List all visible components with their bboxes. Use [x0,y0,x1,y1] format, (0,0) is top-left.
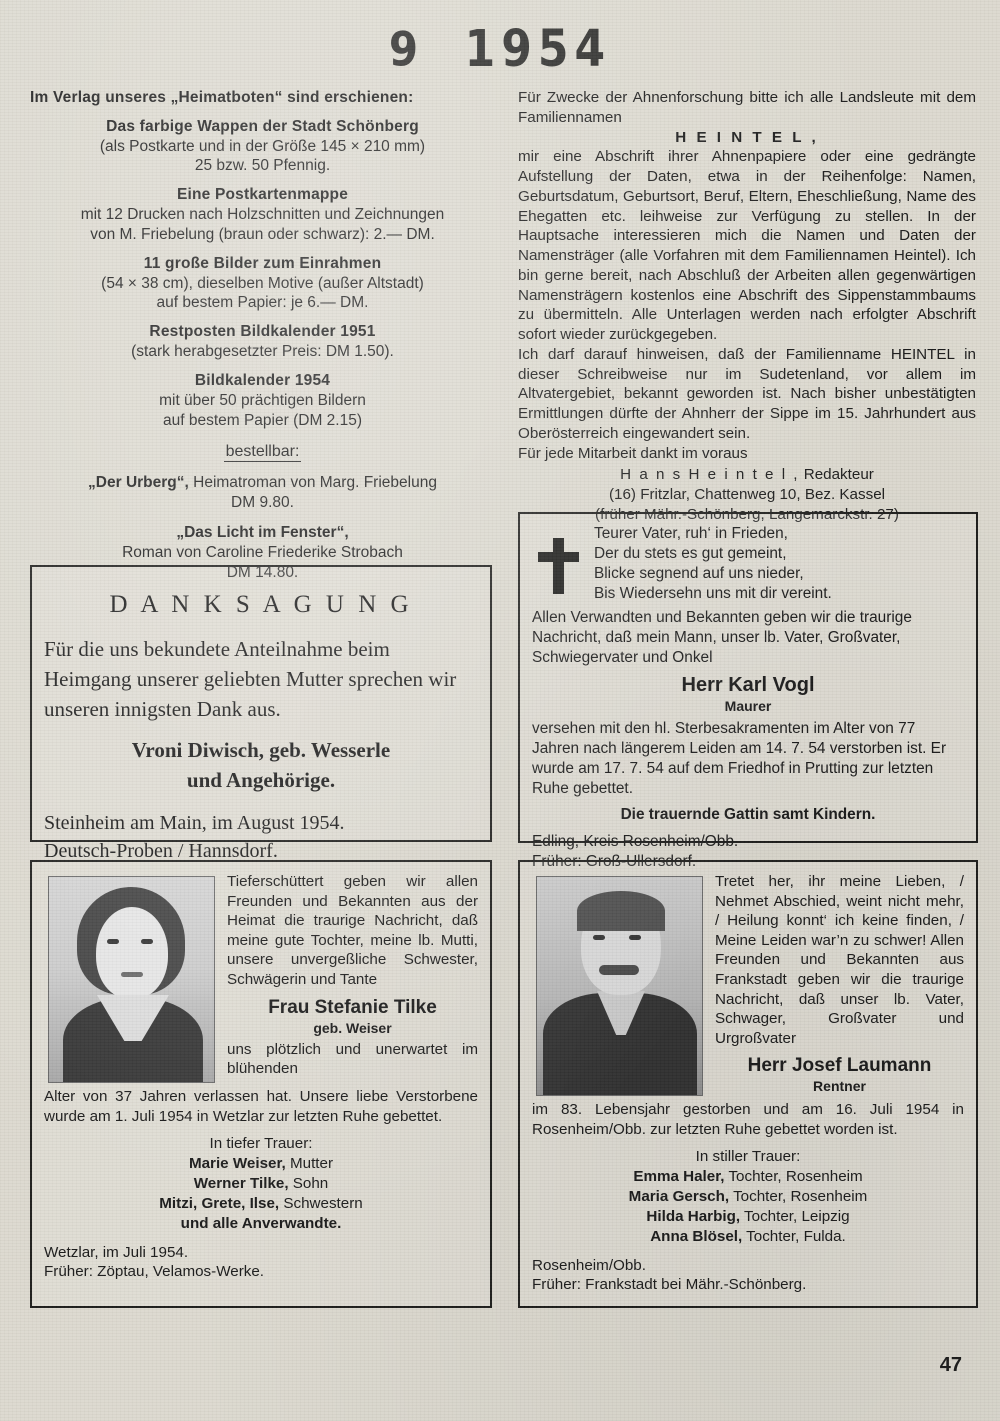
mourner-name: Hilda Harbig, [646,1208,741,1226]
issue-number: 9 [388,22,421,77]
genealogy-para-1a: Für Zwecke der Ahnenforschung bitte ich alle Landsleute mit dem Familiennamen [518,89,976,126]
obituary-place-1: Rosenheim/Obb. [532,1256,646,1274]
ad-line: von M. Friebelung (braun oder schwarz): 2.— DM. [90,225,435,243]
mourner-entry [44,1194,478,1214]
book-subtitle: Heimatroman von Marg. Friebelung [188,473,437,491]
mourner-entry [44,1174,478,1194]
mourners-list [532,1147,964,1247]
obituary-maiden-name: geb. Weiser [313,1019,392,1036]
ad-title: 11 große Bilder zum Einrahmen [143,254,382,272]
ad-item [30,185,495,244]
book-author: Roman von Caroline Friederike Strobach [122,544,403,562]
obituary-name: Herr Karl Vogl [681,674,815,697]
order-label-text: bestellbar: [225,443,300,461]
ad-title: Das farbige Wappen der Stadt Schönberg [106,117,419,135]
genealogy-column [518,88,976,525]
obituary-intro: Tieferschüttert geben wir allen Freunden und Bekannten aus der Heimat die traurige Nachricht, daß meine gute Tochter, meine lb. Mutti, unsere unvergeßliche Schwester, Schwägerin und Tante [227,873,478,989]
mourner-relation: Tochter, Rosenheim [724,1168,863,1186]
obituary-place-2: Früher: Frankstadt bei Mähr.-Schönberg. [532,1276,807,1294]
publisher-ads-column [30,88,495,584]
obituary-tilke-inner [32,862,490,1292]
signature-address-2: (früher Mähr.-Schönberg, Langemarckstr. 27) [595,505,899,523]
obituary-name: Herr Josef Laumann [747,1055,932,1077]
ad-line: (als Postkarte und in der Größe 145 × 210 mm) [99,137,426,155]
ad-item [30,117,495,176]
mourner-entry [532,1207,964,1227]
danksagung-footer [44,809,478,865]
ad-title: Eine Postkartenmappe [176,186,349,204]
obituary-verse [594,524,832,604]
obituary-name: Frau Stefanie Tilke [268,996,437,1018]
book-title: „Der Urberg“, [88,473,189,491]
obituary-body-wrap: uns plötzlich und unerwartet im blühenden [227,1040,478,1078]
book-price: DM 9.80. [231,494,294,512]
book-price: DM 14.80. [226,564,299,582]
mourner-relation: Mutter [285,1155,334,1173]
genealogy-notice [518,88,976,525]
danksagung-notice [30,565,492,863]
verse-line: Teurer Vater, ruh‘ in Frieden, [594,525,788,542]
ad-item [30,322,495,362]
mourner-name: Mitzi, Grete, Ilse, [159,1195,280,1213]
verse-line: Blicke segnend auf uns nieder, [594,565,804,583]
order-label [30,442,495,462]
obituary-intro: Allen Verwandten und Bekannten geben wir die traurige Nachricht, daß mein Mann, unser lb. Vater, Großvater, Schwiegervater und Onkel [532,609,912,667]
masthead [0,20,1000,79]
ad-title: Restposten Bildkalender 1951 [149,323,376,341]
obituary-laumann-inner [520,862,976,1305]
danksagung-name-1: Vroni Diwisch, geb. Wesserle [131,738,391,763]
signature-role: Redakteur [799,466,874,484]
danksagung-place-2: Deutsch-Proben / Hannsdorf. [44,840,278,863]
danksagung-body: Für die uns bekundete Anteilnahme beim Heimgang unserer geliebten Mutter sprechen wir unseren innigsten Dank aus. [44,637,457,721]
obituary-place-1: Wetzlar, im Juli 1954. [44,1243,189,1261]
danksagung-place-1: Steinheim am Main, im August 1954. [44,812,345,835]
book-entry [30,473,495,513]
danksagung-title: D A N K S A G U N G [109,591,413,618]
obituary-body: Alter von 37 Jahren verlassen hat. Unsere liebe Verstorbene wurde am 1. Juli 1954 in Wetzlar zur letzten Ruhe gebettet. [44,1088,478,1125]
ad-title: Bildkalender 1954 [194,371,331,389]
obituary-body: im 83. Lebensjahr gestorben und am 16. Juli 1954 in Rosenheim/Obb. zur letzten Ruhe gebettet worden ist. [532,1101,964,1138]
genealogy-family-name: H E I N T E L , [675,128,819,146]
obituary-vogl [518,512,978,871]
obituary-laumann [518,860,978,1308]
portrait-photo-tilke [48,876,215,1083]
obituary-closing: Die trauernde Gattin samt Kindern. [620,806,876,824]
obituary-intro: Tretet her, ihr meine Lieben, / Nehmet Abschied, weint nicht mehr, / Heilung konnt‘ ich keine finden, / Meine Leiden war’n zu schwer! Allen Freunden und Bekannten aus Frankstadt geben wir die traurige Nachricht, daß unser lb. Vater, Schwager, Großvater und Urgroßvater [715,873,964,1047]
genealogy-para-2: Ich darf darauf hinweisen, daß der Familienname HEINTEL in dieser Schreibweise nur im Sudetenland, vor allem im Altvatergebiet, bekannt geworden ist. Nach bisher unbestätigten Ermittlungen dürfte der Ahnherr der Sippe im 15. Jahrhundert aus Oberösterreich eingewandert sein. [518,345,976,442]
mourner-name: Marie Weiser, [188,1155,286,1173]
mourner-relation: Tochter, Rosenheim [729,1188,868,1206]
mourner-name: Werner Tilke, [193,1175,289,1193]
ad-line: auf bestem Papier: je 6.— DM. [156,294,369,312]
obituary-body: versehen mit den hl. Sterbesakramenten im Alter von 77 Jahren nach längerem Leiden am 14. 7. 54 verstorben ist. Er wurde am 17. 7. 54 auf dem Friedhof in Prutting zur letzten Ruhe gebettet. [532,720,947,798]
genealogy-para-1b: mir eine Abschrift ihrer Ahnenpapiere oder eine gedrängte Aufstellung der Daten, etwa in der Reihenfolge: Namen, Geburtsdatum, Geburtsort, Beruf, Eltern, Eheschließung, Name des Ehegatten etc. leihweise zur Verfügung zu stellen. In der Hauptsache interessieren mich die Namen und Daten der Namensträger (alle Vorfahren mit dem Familiennamen Heintel). Ich bin gerne bereit, nach Abschluß der Arbeiten allen gegenwärtigen Namensträgern kostenlos eine Abschrift des Sippenstammbaums zu übermitteln. Alle Unterlagen werden nach erfolgter Abschrift sofort wieder zurückgegeben. [518,148,976,343]
mourners-header: In tiefer Trauer: [209,1135,313,1153]
mourner-entry [532,1227,964,1247]
page-number: 47 [939,1354,962,1376]
cross-icon [532,538,584,604]
ads-intro: Im Verlag unseres „Heimatboten“ sind erschienen: [30,89,414,106]
verse-line: Bis Wiedersehn uns mit dir vereint. [594,585,832,603]
obituary-place-1: Edling, Kreis Rosenheim/Obb. [532,833,739,851]
signature-address-1: (16) Fritzlar, Chattenweg 10, Bez. Kassel [608,486,886,503]
mourner-name: Maria Gersch, [628,1188,730,1206]
obituary-place-2: Früher: Zöptau, Velamos-Werke. [44,1263,265,1281]
mourner-name: Anna Blösel, [650,1228,743,1246]
ad-line: 25 bzw. 50 Pfennig. [194,157,331,175]
mourners-list [44,1134,478,1234]
ad-line: mit über 50 prächtigen Bildern [159,391,366,409]
obituary-vogl-inner [520,514,976,882]
portrait-photo-laumann [536,876,703,1096]
mourner-entry [532,1167,964,1187]
obituary-tilke [30,860,492,1308]
obituary-vogl-header [532,524,964,604]
danksagung-inner [32,567,490,875]
ad-list [30,88,495,584]
mourner-entry [532,1187,964,1207]
ad-item [30,371,495,430]
mourner-relation: Sohn [288,1175,329,1193]
mourner-relation: Tochter, Leipzig [740,1208,850,1226]
genealogy-para-3: Für jede Mitarbeit dankt im voraus [518,444,748,462]
danksagung-name-2: und Angehörige. [186,767,336,792]
obituary-place [44,1243,478,1283]
mourner-relation: Schwestern [279,1195,363,1213]
issue-year: 1954 [464,20,612,79]
ad-line: (54 × 38 cm), dieselben Motive (außer Altstadt) [101,274,424,292]
ad-line: (stark herabgesetzter Preis: DM 1.50). [131,343,394,361]
mourners-header: In stiller Trauer: [695,1148,801,1166]
obituary-place-2: Früher: Groß-Ullersdorf. [532,853,697,871]
danksagung-signatory [44,736,478,795]
mourner-name: und alle Anverwandte. [180,1215,342,1233]
mourner-entry [44,1154,478,1174]
signature-name: H a n s H e i n t e l , [620,466,800,484]
mourner-entry [44,1214,478,1234]
obituary-role: Maurer [724,698,772,715]
mourner-name: Emma Haler, [633,1168,725,1186]
ad-line: auf bestem Papier (DM 2.15) [162,411,362,429]
verse-line: Der du stets es gut gemeint, [594,545,787,563]
obituary-place [532,1256,964,1296]
ad-line: mit 12 Drucken nach Holzschnitten und Zeichnungen [80,206,445,224]
book-title: „Das Licht im Fenster“, [176,524,349,542]
ad-item [30,254,495,313]
mourner-relation: Tochter, Fulda. [742,1228,846,1246]
obituary-role: Rentner [813,1078,866,1095]
